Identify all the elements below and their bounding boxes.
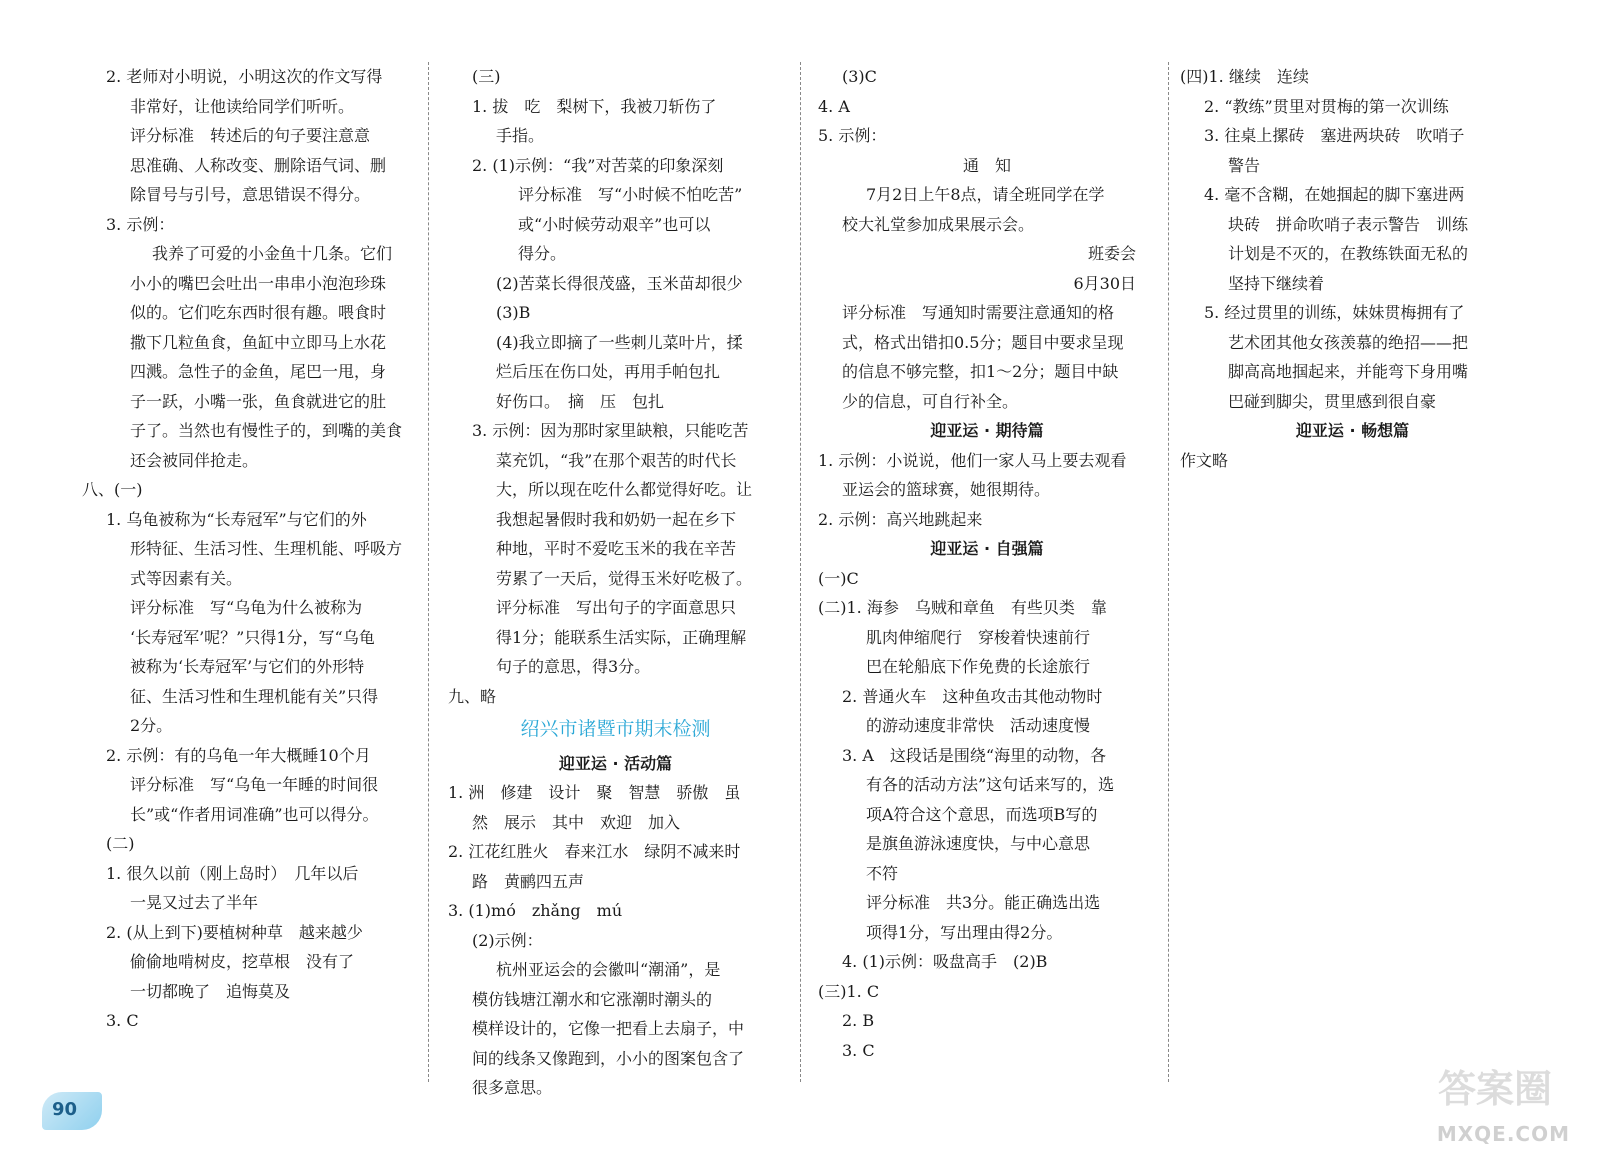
answer-line: 杭州亚运会的会徽叫“潮涌”，是 [496,960,721,979]
answer-line: 式，格式出错扣0.5分；题目中要求呈现 [842,332,1124,352]
answer-line: 2. 老师对小明说，小明这次的作文写得 [106,67,383,86]
answer-line: 手指。 [496,126,545,145]
answer-line: 3. C [106,1011,139,1030]
answer-line: 的信息不够完整，扣1～2分；题目中缺 [842,362,1119,381]
sec-title-line: 迎亚运 · 活动篇 [558,753,673,773]
answer-column-1 [82,62,417,1036]
sec-title-line: 迎亚运 · 期待篇 [930,421,1044,440]
sec-title-line: 迎亚运 · 自强篇 [930,539,1044,558]
watermark-text: MXQE.COM [1436,1122,1570,1146]
answer-line: 1. 拔 吃 梨树下，我被刀斩伤了 [472,96,717,116]
answer-line: 然 展示 其中 欢迎 加入 [472,812,681,832]
answer-line: 形特征、生活习性、生理机能、呼吸方 [130,539,403,558]
answer-line: 2. 江花红胜火 春来江水 绿阴不减来时 [448,842,741,861]
answer-line: 征、生活习性和生理机能有关”只得 [130,686,379,706]
answer-line: 有各的活动方法”这句话来写的，选 [866,775,1115,794]
answer-line: 评分标准 写“乌龟一年睡的时间很 [130,775,379,794]
answer-line: 路 黄鹂四五声 [472,871,585,891]
answer-line: 八、(一) [82,480,143,499]
answer-line: 1. 洲 修建 设计 聚 智慧 骄傲 虽 [448,783,741,802]
answer-line: (二) [106,834,135,853]
answer-line: (四)1. 继续 连续 [1180,67,1309,86]
answer-line: 评分标准 转述后的句子要注意意 [130,126,371,145]
answer-line: 5. 经过贯里的训练，妹妹贯梅拥有了 [1204,303,1465,322]
answer-line: 3. 往桌上摞砖 塞进两块砖 吹哨子 [1204,126,1465,145]
answer-line: 评分标准 写“乌龟为什么被称为 [130,598,363,617]
answer-line: 劳累了一天后，觉得玉米好吃极了。 [496,568,753,588]
answer-line: 4. A [818,96,850,116]
answer-line: 间的线条又像跑到，小小的图案包含了 [472,1048,745,1068]
big-title-line: 绍兴市诸暨市期末检测 [520,718,711,740]
answer-line: 的游动速度非常快 活动速度慢 [866,716,1091,735]
column-divider [1168,62,1169,1082]
answer-line: 艺术团其他女孩羡慕的绝招——把 [1228,332,1469,352]
answer-line: 2. 示例：高兴地跳起来 [818,509,983,529]
answer-column-4 [1180,62,1525,475]
answer-line: 句子的意思，得3分。 [496,657,651,676]
answer-line: 亚运会的篮球赛，她很期待。 [842,480,1051,499]
answer-line: 计划是不灭的，在教练铁面无私的 [1228,244,1469,263]
answer-line: 模仿钱塘江潮水和它涨潮时潮头的 [472,989,713,1009]
sec-title-line: 迎亚运 · 畅想篇 [1295,421,1410,440]
answer-line: 3. (1)mó zhǎng mú [448,901,623,920]
answer-line: 2. B [842,1011,875,1030]
answer-line: 3. 示例： [106,214,175,234]
answer-line: 不符 [866,863,899,883]
answer-line: (三) [472,67,501,86]
answer-line: 好伤口。 摘 压 包扎 [496,391,665,411]
answer-column-2 [448,62,783,1103]
answer-line: 评分标准 共3分。能正确选出选 [866,893,1101,912]
answer-line: 作文略 [1180,450,1229,470]
answer-line: 2分。 [130,716,173,735]
answer-line: 项得1分，写出理由得2分。 [866,922,1063,942]
answer-line: 2. 普通火车 这种鱼攻击其他动物时 [842,686,1103,706]
answer-line: 3. 示例：因为那时家里缺粮，只能吃苦 [472,421,749,440]
answer-line: 被称为‘长寿冠军’与它们的外形特 [130,657,365,676]
answer-line: 肌肉伸缩爬行 穿梭着快速前行 [866,627,1091,647]
answer-line: 我想起暑假时我和奶奶一起在乡下 [496,509,737,529]
watermark-logo-icon [1420,1058,1570,1118]
answer-line: 除冒号与引号，意思错误不得分。 [130,185,371,204]
answer-line: 评分标准 写“小时候不怕吃苦” [518,185,743,204]
answer-line: 子一跃，小嘴一张，鱼食就进它的肚 [130,391,387,411]
answer-line: 脚高高地掴起来，并能弯下身用嘴 [1228,362,1469,381]
answer-line: 子了。当然也有慢性子的，到嘴的美食 [130,421,403,440]
page-number-badge [42,1092,102,1130]
answer-line: 烂后压在伤口处，再用手帕包扎 [496,362,721,381]
answer-line: 块砖 拼命吹哨子表示警告 训练 [1228,214,1469,234]
answer-line: 5. 示例： [818,126,887,145]
answer-line: 非常好，让他读给同学们听听。 [130,96,355,116]
answer-line: 评分标准 写通知时需要注意通知的格 [842,303,1115,322]
answer-line: 式等因素有关。 [130,568,243,588]
answer-line: (三)1. C [818,981,880,1001]
answer-line: (3)B [496,303,531,322]
answer-line: 模样设计的，它像一把看上去扇子，中 [472,1019,745,1038]
answer-line: 2. 示例：有的乌龟一年大概睡10个月 [106,745,371,765]
answer-line: 小小的嘴巴会吐出一串串小泡泡珍珠 [130,273,387,293]
answer-line: ‘长寿冠军’呢？”只得1分，写“乌龟 [130,627,375,647]
answer-line: 1. 乌龟被称为“长寿冠军”与它们的外 [106,509,367,529]
answer-line: 3. A 这段话是围绕“海里的动物，各 [842,745,1107,765]
answer-line: 2. (1)示例：“我”对苦菜的印象深刻 [472,155,724,175]
svg-text:答案圈: 答案圈 [1437,1067,1553,1111]
answer-line: 四溅。急性子的金鱼，尾巴一甩，身 [130,362,387,381]
answer-line: 4. (1)示例：吸盘高手 (2)B [842,952,1048,971]
page-number: 90 [52,1099,78,1120]
right-line: 班委会 [1087,244,1136,263]
answer-line: 似的。它们吃东西时很有趣。喂食时 [130,303,387,322]
answer-line: 校大礼堂参加成果展示会。 [842,214,1035,234]
answer-line: 巴在轮船底下作免费的长途旅行 [866,657,1091,676]
answer-line: (2)示例： [472,930,543,950]
answer-line: 还会被同伴抢走。 [130,450,259,470]
right-line: 6月30日 [1073,273,1136,293]
answer-line: 巴碰到脚尖，贯里感到很自豪 [1228,391,1437,411]
answer-line: 1. 示例：小说说，他们一家人马上要去观看 [818,450,1127,470]
answer-line: 7月2日上午8点，请全班同学在学 [866,185,1105,204]
answer-line: (二)1. 海参 乌贼和章鱼 有些贝类 靠 [818,598,1107,617]
answer-line: (一)C [818,568,859,588]
answer-line: 一切都晚了 追悔莫及 [130,981,291,1001]
answer-line: 3. C [842,1040,875,1060]
answer-line: (3)C [842,67,877,86]
answer-line: 或“小时候劳动艰辛”也可以 [518,214,711,234]
answer-line: 是旗鱼游泳速度快，与中心意思 [866,834,1091,853]
answer-line: 很多意思。 [472,1078,553,1097]
answer-line: 菜充饥，“我”在那个艰苦的时代长 [496,450,737,470]
column-divider [800,62,801,1082]
answer-line: 种地，平时不爱吃玉米的我在辛苦 [496,539,737,558]
answer-line: 九、略 [448,686,497,706]
answer-line: 得1分；能联系生活实际，正确理解 [496,627,747,647]
answer-column-3 [818,62,1156,1065]
answer-line: 1. 很久以前（刚上岛时） 几年以后 [106,863,359,883]
answer-line: 4. 毫不含糊，在她掴起的脚下塞进两 [1204,185,1465,204]
answer-line: 大，所以现在吃什么都觉得好吃。让 [496,480,753,499]
answer-line: 项A符合这个意思，而选项B写的 [866,804,1098,824]
answer-line: 少的信息，可自行补全。 [842,391,1019,411]
answer-line: 我养了可爱的小金鱼十几条。它们 [152,244,393,263]
answer-line: 长”或“作者用词准确”也可以得分。 [130,804,379,824]
answer-line: 坚持下继续着 [1228,273,1325,293]
answer-line: 评分标准 写出句子的字面意思只 [496,598,737,617]
answer-line: 一晃又过去了半年 [130,893,259,912]
answer-line: 得分。 [518,244,567,263]
answer-line: 2. (从上到下)要植树种草 越来越少 [106,922,363,942]
answer-line: 2. “教练”贯里对贯梅的第一次训练 [1204,96,1449,116]
answer-line: (2)苦菜长得很茂盛，玉米苗却很少 [496,273,743,293]
answer-line: (4)我立即摘了一些刺儿菜叶片，揉 [496,332,743,352]
answer-line: 偷偷地啃树皮，挖草根 没有了 [130,952,355,971]
center-line: 通 知 [962,155,1011,175]
column-divider [428,62,429,1082]
answer-line: 思准确、人称改变、删除语气词、删 [130,155,387,175]
answer-line: 警告 [1228,155,1261,175]
answer-line: 撒下几粒鱼食，鱼缸中立即马上水花 [130,332,387,352]
